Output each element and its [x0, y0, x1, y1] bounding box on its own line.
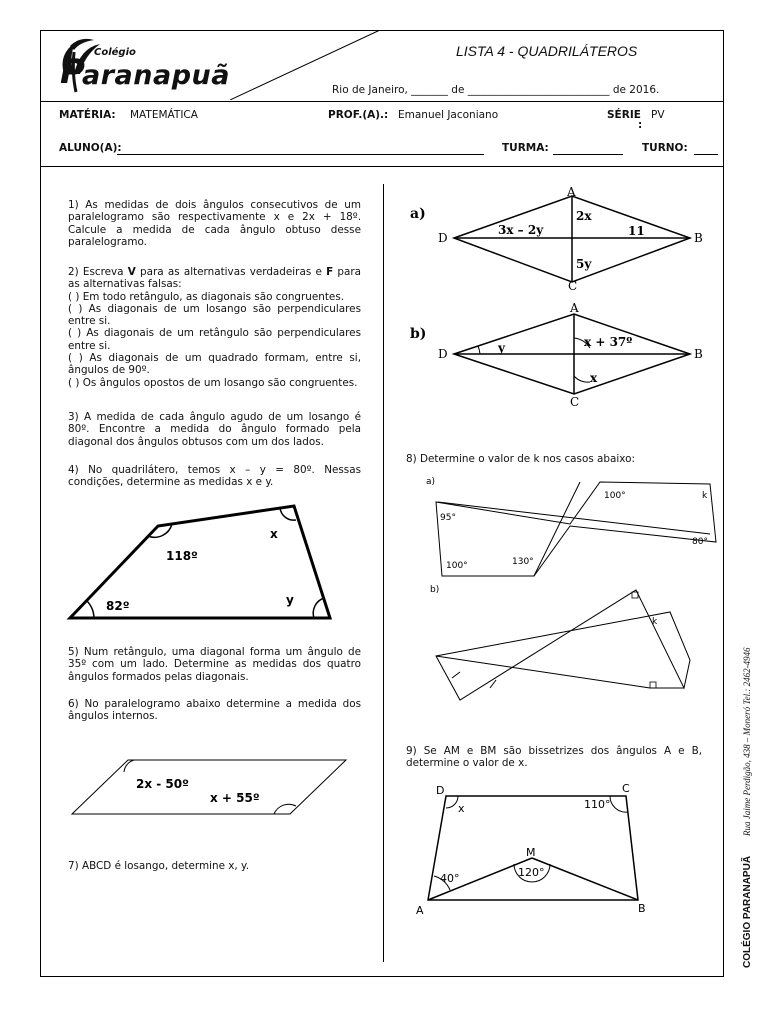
question-3: [68, 411, 361, 448]
fig7b-vertex-D: D: [438, 347, 448, 361]
question-2-item[interactable]: ( ) Em todo retângulo, as diagonais são congruentes.: [68, 290, 345, 303]
side-address-text: Rua Jaime Perdigão, 438 – Moneró Tel.: 2462-4946: [742, 647, 752, 836]
student-label: ALUNO(A):: [59, 142, 122, 154]
class-label: TURMA:: [502, 142, 549, 154]
fig4-angle-82: 82º: [106, 599, 130, 613]
question-7-text: 7) ABCD é losango, determine x, y.: [68, 860, 250, 872]
fig7a-expr-4: 5y: [576, 257, 592, 271]
question-4-text: 4) No quadrilátero, temos x – y = 80º. Nessas condições, determine as medidas x e y.: [68, 464, 361, 489]
fig7b-label: b): [410, 326, 427, 342]
class-field[interactable]: [553, 154, 623, 155]
fig9-vertex-B: B: [638, 902, 646, 915]
fig9-vertex-A: A: [416, 904, 424, 917]
fig9-angle-110: 110°: [584, 798, 611, 811]
question-8: [406, 453, 706, 465]
subject-label: MATÉRIA:: [59, 109, 116, 121]
question-9-text: 9) Se AM e BM são bissetrizes dos ângulos A e B, determine o valor de x.: [406, 745, 702, 770]
fig7b-vertex-B: B: [694, 347, 703, 361]
figure-q7a-rhombus: [404, 186, 714, 290]
grade-label: SÉRIE: [607, 109, 641, 121]
header-divider-2: [40, 166, 724, 167]
question-6-text: 6) No paralelogramo abaixo determine a medida dos ângulos internos.: [68, 698, 361, 723]
fig9-vertex-M: M: [526, 846, 536, 859]
fig4-angle-118: 118º: [166, 549, 198, 563]
fig9-vertex-D: D: [436, 784, 445, 797]
fig8a-angle-100-left: 100°: [446, 561, 468, 571]
logo-small-text: Colégio: [94, 47, 136, 58]
question-2-item[interactable]: ( ) As diagonais de um quadrado formam, entre si, ângulos de 90º.: [68, 352, 361, 377]
fig6-expr-2: x + 55º: [210, 791, 260, 805]
subject-value: MATEMÁTICA: [130, 109, 198, 121]
fig7a-label: a): [410, 206, 426, 222]
question-6: [68, 698, 361, 723]
figure-q9-trapezoid: [414, 778, 664, 918]
column-divider: [383, 184, 384, 962]
fig7b-vertex-A: A: [570, 302, 579, 315]
teacher-value: Emanuel Jaconiano: [398, 109, 499, 121]
fig6-expr-1: 2x - 50º: [136, 777, 189, 791]
fig7a-vertex-D: D: [438, 231, 448, 245]
fig7b-expr-2: x + 37º: [584, 335, 633, 349]
side-school-text: COLÉGIO PARANAPUÃ: [742, 855, 753, 968]
question-5-text: 5) Num retângulo, uma diagonal forma um ângulo de 35º com um lado. Determine as medidas dos quatro ângulos formados pelas diagonais.: [68, 646, 361, 683]
fig9-angle-120: 120°: [518, 866, 545, 879]
question-2-item[interactable]: ( ) As diagonais de um losango são perpendiculares entre si.: [68, 302, 361, 328]
figure-q6-parallelogram: [64, 754, 354, 824]
figure-q7b-rhombus: [404, 302, 714, 410]
figure-q8b-polygons: [420, 582, 720, 706]
question-2-intro: 2) Escreva V para as alternativas verdadeiras e F para as alternativas falsas:: [68, 266, 361, 291]
question-4: [68, 464, 361, 489]
side-address: [742, 647, 752, 836]
fig4-angle-x: x: [270, 527, 278, 541]
fig9-angle-40: 40°: [440, 872, 460, 885]
question-5: [68, 646, 361, 683]
teacher-label: PROF.(A).:: [328, 109, 389, 121]
grade-value: PV: [651, 109, 665, 121]
fig8b-label: b): [430, 585, 440, 595]
question-2: [68, 266, 361, 389]
logo-P: P: [60, 52, 85, 92]
fig7a-vertex-A: A: [567, 186, 576, 199]
question-8-text: 8) Determine o valor de k nos casos abaixo:: [406, 453, 635, 465]
fig8a-angle-80: 80°: [692, 537, 708, 547]
fig7a-vertex-B: B: [694, 231, 703, 245]
shift-field[interactable]: [694, 154, 718, 155]
shift-label: TURNO:: [642, 142, 688, 154]
fig9-vertex-C: C: [622, 782, 630, 795]
student-name-field[interactable]: [117, 154, 484, 155]
fig7b-expr-3: x: [590, 371, 598, 385]
question-2-item[interactable]: ( ) Os ângulos opostos de um losango são congruentes.: [68, 376, 358, 389]
question-2-item[interactable]: ( ) As diagonais de um retângulo são perpendiculares entre si.: [68, 327, 361, 352]
question-3-text: 3) A medida de cada ângulo agudo de um losango é 80º. Encontre a medida do ângulo formado pela diagonal dos ângulos obtusos com um dos lados.: [68, 411, 361, 448]
fig7b-expr-1: y: [498, 341, 505, 355]
question-7: [68, 860, 361, 872]
fig8a-angle-100-top: 100°: [604, 491, 626, 501]
logo-big-text: aranapuã: [82, 60, 230, 91]
school-logo: [50, 34, 230, 96]
fig8b-angle-k: k: [652, 617, 658, 627]
worksheet-title: LISTA 4 - QUADRILÁTEROS: [456, 43, 638, 59]
question-1: [68, 199, 361, 248]
grade-colon: :: [638, 119, 643, 131]
question-9: [406, 745, 702, 770]
figure-q4-quadrilateral: [62, 498, 342, 628]
question-1-text: 1) As medidas de dois ângulos consecutivos de um paralelogramo são respectivamente x e 2x + 18º. Calcule a medida de cada ângulo obtuso desse paralelogramo.: [68, 199, 361, 248]
side-school-name: [742, 856, 753, 968]
fig8a-angle-130: 130°: [512, 557, 534, 567]
fig7a-expr-3: 11: [628, 224, 645, 238]
fig9-angle-x: x: [458, 802, 465, 815]
place-date: Rio de Janeiro, _______ de ___________________________ de 2016.: [332, 84, 660, 96]
fig7a-expr-1: 3x – 2y: [498, 223, 544, 237]
fig7b-vertex-C: C: [570, 395, 580, 409]
fig4-angle-y: y: [286, 593, 294, 607]
fig8a-label: a): [426, 477, 436, 487]
fig7a-expr-2: 2x: [576, 209, 592, 223]
fig7a-vertex-C: C: [568, 279, 578, 290]
fig8a-angle-k: k: [702, 491, 708, 501]
fig8a-angle-95: 95°: [440, 513, 456, 523]
figure-q8a-polygons: [420, 472, 720, 584]
header-divider-1: [40, 101, 724, 102]
